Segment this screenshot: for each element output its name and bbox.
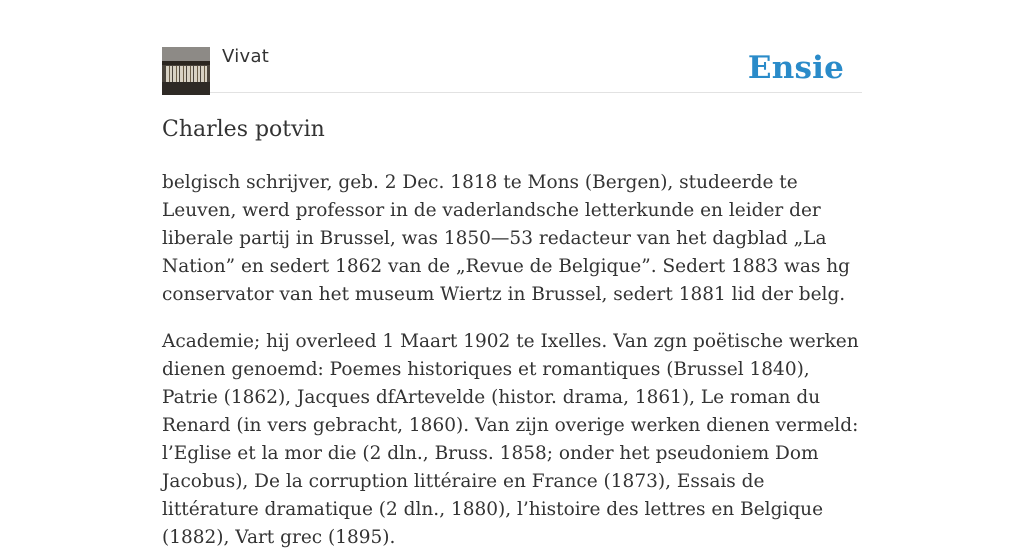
article-paragraph-2: Academie; hij overleed 1 Maart 1902 te Ixelles. Van zgn poëtische werken dienen genoemd: Poemes historiques et romantiques (Brussel 1840), Patrie (1862), Jacques dfArtevelde (histor. drama, 1861), Le roman du Renard (in vers gebracht, 1860). Van zijn overige werken dienen vermeld: l’Eglise et la mor die (2 dln., Bruss. 1858; onder het pseudoniem Dom Jacobus), De la corruption littéraire en France (1873), Essais de littérature dramatique (2 dln., 1880), l’histoire des lettres en Belgique (1882), Vart grec (1895). <box>162 331 859 548</box>
header <box>162 0 862 93</box>
avatar[interactable] <box>162 47 210 95</box>
article-paragraph-1: belgisch schrijver, geb. 2 Dec. 1818 te Mons (Bergen), studeerde te Leuven, werd professor in de vaderlandsche letterkunde en leider der liberale partij in Brussel, was 1850—53 redacteur van het dagblad „La Nation” en sedert 1862 van de „Revue de Belgique”. Sedert 1883 was hg conservator van het museum Wiertz in Brussel, sedert 1881 lid der belg. <box>162 172 851 305</box>
brand-logo[interactable]: Ensie <box>747 50 844 86</box>
author-name[interactable]: Vivat <box>222 46 270 67</box>
article-title: Charles potvin <box>162 117 325 142</box>
bookshelf-icon <box>162 47 210 95</box>
page <box>162 0 862 552</box>
